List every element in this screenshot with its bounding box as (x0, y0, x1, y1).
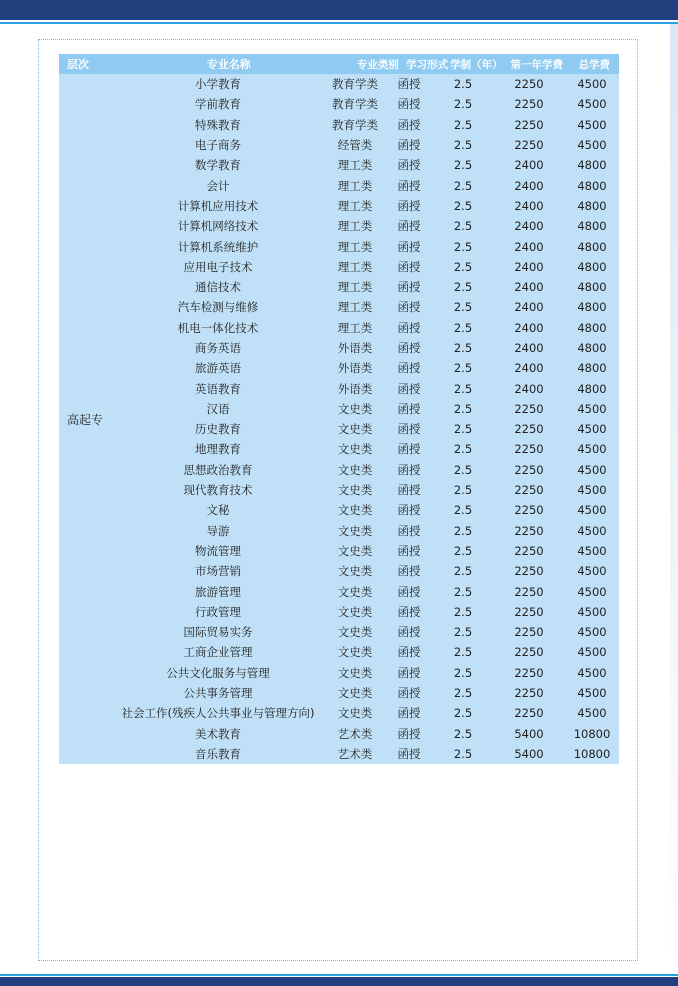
table-row (111, 277, 619, 297)
form-cell: 函授 (397, 138, 421, 153)
major-cell: 导游 (206, 523, 230, 538)
years-cell: 2.5 (453, 117, 473, 132)
form-cell: 函授 (397, 77, 421, 92)
first-year-fee-cell: 2250 (514, 564, 544, 579)
table-row (111, 216, 619, 236)
major-cell: 市场营销 (195, 564, 241, 579)
years-cell: 2.5 (453, 726, 473, 741)
years-cell: 2.5 (453, 178, 473, 193)
years-cell: 2.5 (453, 442, 473, 457)
first-year-fee-cell: 2400 (514, 381, 544, 396)
category-cell: 文史类 (337, 564, 373, 579)
form-cell: 函授 (397, 543, 421, 558)
form-cell: 函授 (397, 726, 421, 741)
first-year-fee-cell: 2250 (514, 584, 544, 599)
category-cell: 文史类 (337, 523, 373, 538)
major-cell: 应用电子技术 (183, 259, 253, 274)
major-cell: 小学教育 (195, 77, 241, 92)
major-cell: 计算机系统维护 (177, 239, 259, 254)
table-row (111, 399, 619, 419)
years-cell: 2.5 (453, 239, 473, 254)
major-cell: 通信技术 (195, 280, 241, 295)
table-row (111, 338, 619, 358)
total-fee-cell: 4500 (577, 138, 607, 153)
years-cell: 2.5 (453, 523, 473, 538)
table-row (111, 155, 619, 175)
category-cell: 理工类 (337, 239, 373, 254)
header-first-year-fee: 第一年学费 (510, 58, 563, 71)
first-year-fee-cell: 2250 (514, 442, 544, 457)
first-year-fee-cell: 2400 (514, 320, 544, 335)
category-cell: 文史类 (337, 401, 373, 416)
table-row (111, 74, 619, 94)
years-cell: 2.5 (453, 361, 473, 376)
header-total-fee: 总学费 (578, 58, 611, 71)
top-banner (0, 0, 678, 20)
table-row (111, 460, 619, 480)
category-cell: 文史类 (337, 422, 373, 437)
major-cell: 学前教育 (195, 97, 241, 112)
years-cell: 2.5 (453, 300, 473, 315)
total-fee-cell: 10800 (573, 746, 611, 761)
years-cell: 2.5 (453, 543, 473, 558)
first-year-fee-cell: 2400 (514, 259, 544, 274)
category-cell: 理工类 (337, 259, 373, 274)
table-body (59, 74, 619, 764)
table-row (111, 297, 619, 317)
total-fee-cell: 4800 (577, 341, 607, 355)
form-cell: 函授 (397, 462, 421, 477)
category-cell: 文史类 (337, 625, 373, 640)
form-cell: 函授 (397, 625, 421, 640)
table-row (111, 439, 619, 459)
first-year-fee-cell: 2400 (514, 219, 544, 234)
years-cell: 2.5 (453, 219, 473, 234)
category-cell: 文史类 (337, 483, 373, 498)
first-year-fee-cell: 2250 (514, 665, 544, 680)
major-cell: 思想政治教育 (183, 462, 253, 477)
form-cell: 函授 (397, 178, 421, 193)
total-fee-cell: 4500 (577, 645, 607, 660)
category-cell: 文史类 (337, 442, 373, 457)
table-row (111, 115, 619, 135)
table-row (111, 196, 619, 216)
form-cell: 函授 (397, 746, 421, 761)
years-cell: 2.5 (453, 625, 473, 640)
form-cell: 函授 (397, 706, 421, 721)
years-cell: 2.5 (453, 97, 473, 112)
form-cell: 函授 (397, 280, 421, 295)
category-cell: 文史类 (337, 706, 373, 721)
first-year-fee-cell: 2250 (514, 523, 544, 538)
table-row (111, 744, 619, 764)
major-cell: 物流管理 (195, 543, 241, 558)
header-level: 层次 (67, 58, 89, 71)
form-cell: 函授 (397, 503, 421, 518)
total-fee-cell: 4800 (577, 320, 607, 335)
first-year-fee-cell: 2400 (514, 239, 544, 254)
category-cell: 外语类 (337, 381, 373, 396)
years-cell: 2.5 (453, 686, 473, 701)
form-cell: 函授 (397, 158, 421, 173)
first-year-fee-cell: 2400 (514, 280, 544, 295)
table-row (111, 480, 619, 500)
years-cell: 2.5 (453, 198, 473, 213)
first-year-fee-cell: 2400 (514, 361, 544, 376)
total-fee-cell: 4500 (577, 422, 607, 437)
first-year-fee-cell: 2250 (514, 604, 544, 619)
total-fee-cell: 4500 (577, 686, 607, 701)
major-cell: 现代教育技术 (183, 483, 253, 498)
major-cell: 公共事务管理 (183, 686, 253, 701)
total-fee-cell: 4800 (577, 259, 607, 274)
total-fee-cell: 4500 (577, 706, 607, 721)
form-cell: 函授 (397, 361, 421, 376)
major-cell: 行政管理 (195, 604, 241, 619)
form-cell: 函授 (397, 564, 421, 579)
form-cell: 函授 (397, 219, 421, 234)
total-fee-cell: 4800 (577, 219, 607, 234)
total-fee-cell: 4500 (577, 584, 607, 599)
form-cell: 函授 (397, 381, 421, 396)
table-row (111, 541, 619, 561)
total-fee-cell: 4500 (577, 401, 607, 416)
table-row (111, 622, 619, 642)
major-cell: 地理教育 (195, 442, 241, 457)
first-year-fee-cell: 5400 (514, 746, 544, 761)
category-cell: 文史类 (337, 543, 373, 558)
form-cell: 函授 (397, 645, 421, 660)
total-fee-cell: 4500 (577, 604, 607, 619)
years-cell: 2.5 (453, 77, 473, 92)
table-row (111, 500, 619, 520)
table-row (111, 135, 619, 155)
total-fee-cell: 4800 (577, 361, 607, 376)
form-cell: 函授 (397, 584, 421, 599)
major-cell: 文秘 (206, 503, 230, 518)
first-year-fee-cell: 2250 (514, 706, 544, 721)
category-cell: 理工类 (337, 158, 373, 173)
category-cell: 理工类 (337, 300, 373, 315)
total-fee-cell: 4500 (577, 97, 607, 112)
total-fee-cell: 4500 (577, 503, 607, 518)
category-cell: 教育学类 (332, 117, 378, 132)
form-cell: 函授 (397, 117, 421, 132)
category-cell: 文史类 (337, 604, 373, 619)
major-cell: 特殊教育 (195, 117, 241, 132)
total-fee-cell: 4800 (577, 198, 607, 213)
years-cell: 2.5 (453, 503, 473, 518)
years-cell: 2.5 (453, 138, 473, 153)
category-cell: 外语类 (337, 341, 373, 355)
years-cell: 2.5 (453, 483, 473, 498)
form-cell: 函授 (397, 442, 421, 457)
years-cell: 2.5 (453, 462, 473, 477)
major-cell: 旅游管理 (195, 584, 241, 599)
total-fee-cell: 4500 (577, 543, 607, 558)
table-row (111, 358, 619, 378)
category-cell: 文史类 (337, 462, 373, 477)
category-cell: 艺术类 (337, 726, 373, 741)
form-cell: 函授 (397, 97, 421, 112)
table-rows (111, 74, 619, 764)
form-cell: 函授 (397, 665, 421, 680)
years-cell: 2.5 (453, 706, 473, 721)
table-row (111, 257, 619, 277)
category-cell: 理工类 (337, 320, 373, 335)
table-row (111, 602, 619, 622)
header-major: 专业名称 (206, 58, 251, 71)
bottom-banner (0, 977, 678, 986)
header-form: 学习形式 (406, 58, 449, 71)
first-year-fee-cell: 2400 (514, 178, 544, 193)
table-row (111, 318, 619, 338)
category-cell: 理工类 (337, 280, 373, 295)
form-cell: 函授 (397, 604, 421, 619)
form-cell: 函授 (397, 239, 421, 254)
major-cell: 会计 (206, 178, 230, 193)
category-cell: 文史类 (337, 686, 373, 701)
form-cell: 函授 (397, 198, 421, 213)
years-cell: 2.5 (453, 584, 473, 599)
years-cell: 2.5 (453, 401, 473, 416)
major-cell: 电子商务 (195, 138, 241, 153)
major-cell: 历史教育 (195, 422, 241, 437)
years-cell: 2.5 (453, 341, 473, 355)
form-cell: 函授 (397, 320, 421, 335)
form-cell: 函授 (397, 401, 421, 416)
form-cell: 函授 (397, 300, 421, 315)
category-cell: 理工类 (337, 219, 373, 234)
years-cell: 2.5 (453, 645, 473, 660)
first-year-fee-cell: 2250 (514, 686, 544, 701)
table-row (111, 236, 619, 256)
first-year-fee-cell: 2250 (514, 97, 544, 112)
years-cell: 2.5 (453, 564, 473, 579)
major-cell: 英语教育 (195, 381, 241, 396)
table-row (111, 521, 619, 541)
table-row (111, 561, 619, 581)
header-years: 学制（年） (450, 58, 503, 71)
major-cell: 机电一体化技术 (177, 320, 259, 335)
category-cell: 理工类 (337, 198, 373, 213)
total-fee-cell: 4800 (577, 381, 607, 396)
major-cell: 社会工作(残疾人公共事业与管理方向) (121, 706, 315, 721)
form-cell: 函授 (397, 523, 421, 538)
total-fee-cell: 4800 (577, 178, 607, 193)
total-fee-cell: 4500 (577, 523, 607, 538)
major-cell: 商务英语 (195, 341, 241, 355)
years-cell: 2.5 (453, 320, 473, 335)
major-cell: 汽车检测与维修 (177, 300, 259, 315)
form-cell: 函授 (397, 483, 421, 498)
table-header-row (59, 54, 619, 74)
first-year-fee-cell: 2250 (514, 462, 544, 477)
first-year-fee-cell: 2250 (514, 625, 544, 640)
first-year-fee-cell: 2400 (514, 158, 544, 173)
table-row (111, 663, 619, 683)
major-cell: 工商企业管理 (183, 645, 253, 660)
first-year-fee-cell: 2250 (514, 401, 544, 416)
years-cell: 2.5 (453, 381, 473, 396)
first-year-fee-cell: 2400 (514, 198, 544, 213)
total-fee-cell: 4800 (577, 280, 607, 295)
form-cell: 函授 (397, 259, 421, 274)
first-year-fee-cell: 5400 (514, 726, 544, 741)
top-accent-line (0, 22, 678, 24)
table-row (111, 724, 619, 744)
total-fee-cell: 4500 (577, 665, 607, 680)
major-cell: 旅游英语 (195, 361, 241, 376)
major-cell: 汉语 (206, 401, 230, 416)
category-cell: 文史类 (337, 645, 373, 660)
total-fee-cell: 4500 (577, 564, 607, 579)
total-fee-cell: 4500 (577, 483, 607, 498)
category-cell: 教育学类 (332, 97, 378, 112)
total-fee-cell: 4800 (577, 158, 607, 173)
years-cell: 2.5 (453, 422, 473, 437)
major-cell: 音乐教育 (195, 746, 241, 761)
category-cell: 文史类 (337, 584, 373, 599)
category-cell: 经管类 (337, 138, 373, 153)
years-cell: 2.5 (453, 665, 473, 680)
table-row (111, 378, 619, 398)
major-cell: 国际贸易实务 (183, 625, 253, 640)
first-year-fee-cell: 2250 (514, 117, 544, 132)
first-year-fee-cell: 2400 (514, 300, 544, 315)
table-row (111, 581, 619, 601)
form-cell: 函授 (397, 422, 421, 437)
tuition-table (59, 54, 619, 764)
category-cell: 艺术类 (337, 746, 373, 761)
bottom-accent-line (0, 974, 678, 976)
table-row (111, 703, 619, 723)
first-year-fee-cell: 2250 (514, 138, 544, 153)
table-row (111, 94, 619, 114)
table-row (111, 683, 619, 703)
major-cell: 数学教育 (195, 158, 241, 173)
category-cell: 理工类 (337, 178, 373, 193)
right-edge-stripe (670, 24, 678, 972)
total-fee-cell: 4500 (577, 462, 607, 477)
years-cell: 2.5 (453, 604, 473, 619)
table-row (111, 175, 619, 195)
level-cell: 高起专 (67, 412, 104, 427)
header-category: 专业类别 (356, 58, 399, 71)
first-year-fee-cell: 2250 (514, 483, 544, 498)
years-cell: 2.5 (453, 259, 473, 274)
first-year-fee-cell: 2250 (514, 422, 544, 437)
years-cell: 2.5 (453, 158, 473, 173)
form-cell: 函授 (397, 341, 421, 355)
category-cell: 文史类 (337, 665, 373, 680)
major-cell: 美术教育 (195, 726, 241, 741)
total-fee-cell: 10800 (573, 726, 611, 741)
total-fee-cell: 4500 (577, 77, 607, 92)
years-cell: 2.5 (453, 746, 473, 761)
table-row (111, 419, 619, 439)
first-year-fee-cell: 2250 (514, 543, 544, 558)
major-cell: 计算机网络技术 (177, 219, 259, 234)
major-cell: 公共文化服务与管理 (166, 665, 270, 680)
total-fee-cell: 4500 (577, 442, 607, 457)
category-cell: 教育学类 (332, 77, 378, 92)
first-year-fee-cell: 2250 (514, 503, 544, 518)
category-cell: 文史类 (337, 503, 373, 518)
first-year-fee-cell: 2250 (514, 77, 544, 92)
form-cell: 函授 (397, 686, 421, 701)
first-year-fee-cell: 2250 (514, 645, 544, 660)
total-fee-cell: 4800 (577, 239, 607, 254)
first-year-fee-cell: 2400 (514, 341, 544, 355)
years-cell: 2.5 (453, 280, 473, 295)
major-cell: 计算机应用技术 (177, 198, 259, 213)
total-fee-cell: 4800 (577, 300, 607, 315)
category-cell: 外语类 (337, 361, 373, 376)
total-fee-cell: 4500 (577, 625, 607, 640)
table-row (111, 642, 619, 662)
total-fee-cell: 4500 (577, 117, 607, 132)
